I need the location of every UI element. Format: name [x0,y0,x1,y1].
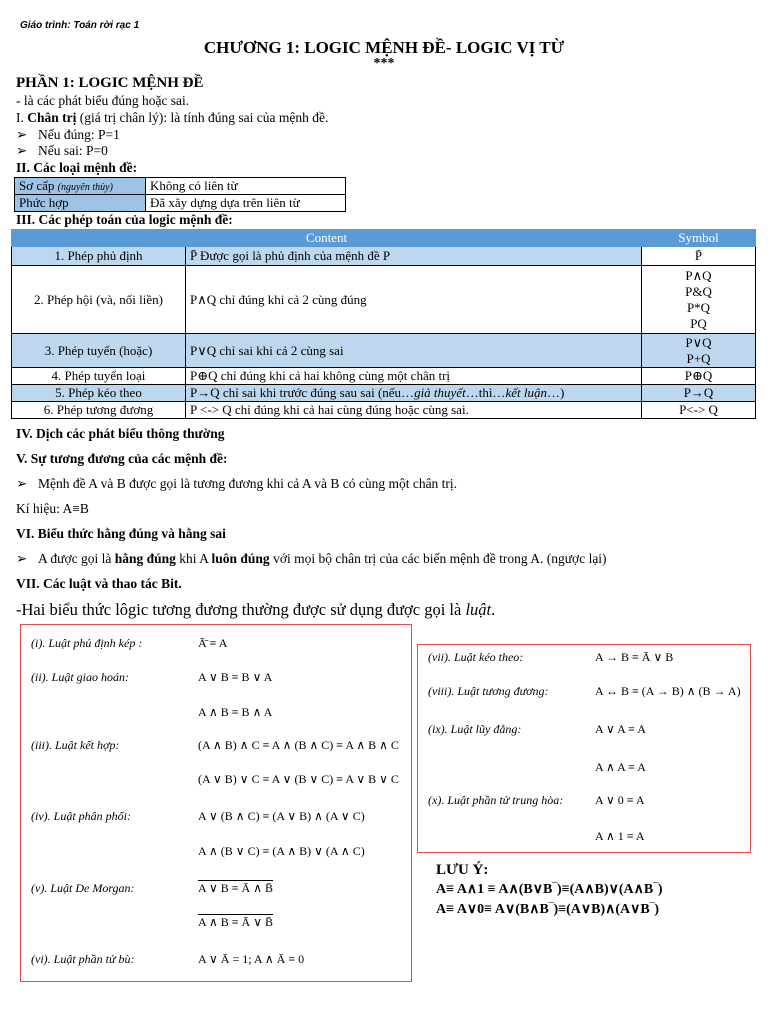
law-formula: A ∧ A ≡ A [595,760,646,774]
sec6-line [16,551,607,567]
law-label: (viii). Luật tương đương: [428,684,549,698]
table-header-row [12,230,756,247]
truth-value-line [16,110,328,126]
sec4-heading: IV. Dịch các phát biểu thông thường [16,426,225,441]
op-symbols [642,266,756,334]
op-name: 6. Phép tương đương [12,402,186,419]
op-name: 1. Phép phủ định [12,247,186,266]
op-symbol: P̄ [642,247,756,266]
law-formula: A ∨ Ā = 1; A ∧ Ā ≡ 0 [198,952,305,966]
law-formula: A → B ≡ Ā ∨ B [595,650,674,664]
type-note: (nguyên thủy) [57,182,113,193]
chapter-title: CHƯƠNG 1: LOGIC MỆNH ĐỀ- LOGIC VỊ TỪ [203,38,565,57]
op-desc: P⊕Q chỉ đúng khi cả hai không cùng một chân trị [186,368,642,385]
law-formula: A ∧ (B ∨ C) ≡ (A ∧ B) ∨ (A ∧ C) [198,844,365,858]
law-formula: (A ∨ B) ∨ C ≡ A ∨ (B ∨ C) ≡ A ∨ B ∨ C [198,772,399,786]
op-symbols [642,334,756,368]
type-name: Phức hợp [19,195,69,210]
law-formula: Ā̄ ≡ A [198,636,228,650]
table-row [15,178,346,195]
ops-heading: III. Các phép toán của logic mệnh đề: [16,212,233,227]
bullet-arrow-icon: ➢ [16,551,28,566]
desc-part: P→Q chỉ sai khi trước đúng sau sai (nếu… [190,385,415,400]
type-name: Sơ cấp [19,178,55,193]
sec6-text: khi A [175,551,212,566]
true-case [16,127,120,143]
truth-prefix: I. [16,110,28,125]
header-text: Giáo trình: Toán rời rạc 1 [20,20,140,31]
table-row [12,247,756,266]
type-desc: Không có liên từ [146,178,346,195]
title-stars: *** [373,56,395,71]
sec7-intro [16,600,495,620]
op-symbol: P∧Q [685,267,712,283]
table-row [12,334,756,368]
types-heading: II. Các loại mệnh đề: [16,160,138,175]
table-row [15,195,346,212]
law-formula: A ↔ B ≡ (A → B) ∧ (B → A) [595,684,741,698]
formula-text: A ∨ B ≡ Ā ∧ B̄ [198,881,274,895]
op-desc [186,385,642,402]
op-desc: P∨Q chỉ sai khi cả 2 cùng sai [186,334,642,368]
sec6-text: A được gọi là [38,551,115,566]
intro-italic: luật [465,600,492,619]
op-name: 4. Phép tuyển loại [12,368,186,385]
sec5-text: Mệnh đề A và B được gọi là tương đương khi cả A và B có cùng một chân trị. [38,476,458,491]
false-case [16,143,108,159]
note-title: LƯU Ý: [436,862,489,878]
law-formula: A ∧ B ≡ B ∧ A [198,705,273,719]
law-formula [198,915,273,930]
type-name-cell [15,178,146,195]
op-symbol: P→Q [642,385,756,402]
op-desc: P∧Q chỉ đúng khi cả 2 cùng đúng [186,266,642,334]
op-symbol: P*Q [686,299,711,315]
law-label: (iii). Luật kết hợp: [31,738,120,752]
table-row [12,266,756,334]
desc-italic: giả thuyết [414,385,466,400]
col-content: Content [12,230,642,247]
law-label: (ix). Luật lũy đẳng: [428,722,522,736]
law-label: (v). Luật De Morgan: [31,881,135,895]
false-label: Nếu sai: P=0 [38,143,108,158]
law-formula: A ∨ A ≡ A [595,722,646,736]
desc-italic: kết luận [505,385,547,400]
op-symbol: PQ [690,315,707,331]
sec5-heading: V. Sự tương đương của các mệnh đề: [16,451,228,466]
laws-box-left [20,624,412,982]
laws-box-right [417,644,751,853]
bullet-arrow-icon: ➢ [16,127,28,142]
law-formula: A ∧ 1 ≡ A [595,829,645,843]
op-desc: P <-> Q chỉ đúng khi cả hai cùng đúng hoặc cùng sai. [186,402,642,419]
sec6-bold: hằng đúng [114,551,176,566]
op-symbol: P<-> Q [642,402,756,419]
formula-text: A ∧ B ≡ Ā ∨ B̄ [198,915,274,929]
law-label: (vii). Luật kéo theo: [428,650,524,664]
truth-term: Chân trị [27,110,77,125]
table-row [12,368,756,385]
sec6-text: với mọi bộ chân trị của các biến mệnh đề trong A. (ngược lại) [269,551,607,566]
law-label: (vi). Luật phần tử bù: [31,952,135,966]
types-table [14,177,346,212]
op-name: 5. Phép kéo theo [12,385,186,402]
law-formula: A ∨ 0 ≡ A [595,793,645,807]
true-label: Nếu đúng: P=1 [38,127,120,142]
col-symbol: Symbol [642,230,756,247]
sec7-heading: VII. Các luật và thao tác Bit. [16,576,182,591]
op-name: 2. Phép hội (và, nối liền) [12,266,186,334]
definition-line: - là các phát biểu đúng hoặc sai. [16,93,190,108]
law-formula: A ∨ (B ∧ C) ≡ (A ∨ B) ∧ (A ∨ C) [198,809,365,823]
op-symbol: P+Q [686,350,711,366]
law-label: (i). Luật phủ định kép : [31,636,143,650]
op-symbol: P⊕Q [642,368,756,385]
type-name-cell [15,195,146,212]
law-label: (x). Luật phần tử trung hòa: [428,793,564,807]
desc-part: …) [546,385,565,400]
part1-heading: PHẦN 1: LOGIC MỆNH ĐỀ [16,75,204,91]
note-line-1: A≡ A∧1 ≡ A∧(B∨B‾)≡(A∧B)∨(A∧B‾) [436,882,663,897]
op-desc: P̄ Được gọi là phủ định của mệnh đề P [186,247,642,266]
law-formula: A ∨ B ≡ B ∨ A [198,670,273,684]
op-symbol: P∨Q [685,334,712,350]
intro-text: . [491,600,496,619]
operations-table [11,229,756,419]
law-label: (ii). Luật giao hoán: [31,670,129,684]
sec6-heading: VI. Biểu thức hằng đúng và hằng sai [16,526,226,541]
table-row [12,402,756,419]
sec6-bold: luôn đúng [211,551,270,566]
op-name: 3. Phép tuyển (hoặc) [12,334,186,368]
table-row [12,385,756,402]
type-desc: Đã xây dựng dựa trên liên từ [146,195,346,212]
note-line-2: A≡ A∨0≡ A∨(B∧B‾)≡(A∨B)∧(A∨B‾) [436,902,660,917]
law-formula: (A ∧ B) ∧ C ≡ A ∧ (B ∧ C) ≡ A ∧ B ∧ C [198,738,399,752]
truth-desc: (giá trị chân lý): là tính đúng sai của mệnh đề. [76,110,329,125]
op-symbol: P&Q [685,283,712,299]
sec5-line [16,476,457,492]
law-formula [198,881,273,896]
law-label: (iv). Luật phân phối: [31,809,131,823]
bullet-arrow-icon: ➢ [16,476,28,491]
desc-part: …thì… [465,385,506,400]
sec5-notation: Kí hiệu: A≡B [16,501,89,516]
intro-text: -Hai biểu thức lôgic tương đương thường được sử dụng được gọi là [16,600,466,619]
bullet-arrow-icon: ➢ [16,143,28,158]
